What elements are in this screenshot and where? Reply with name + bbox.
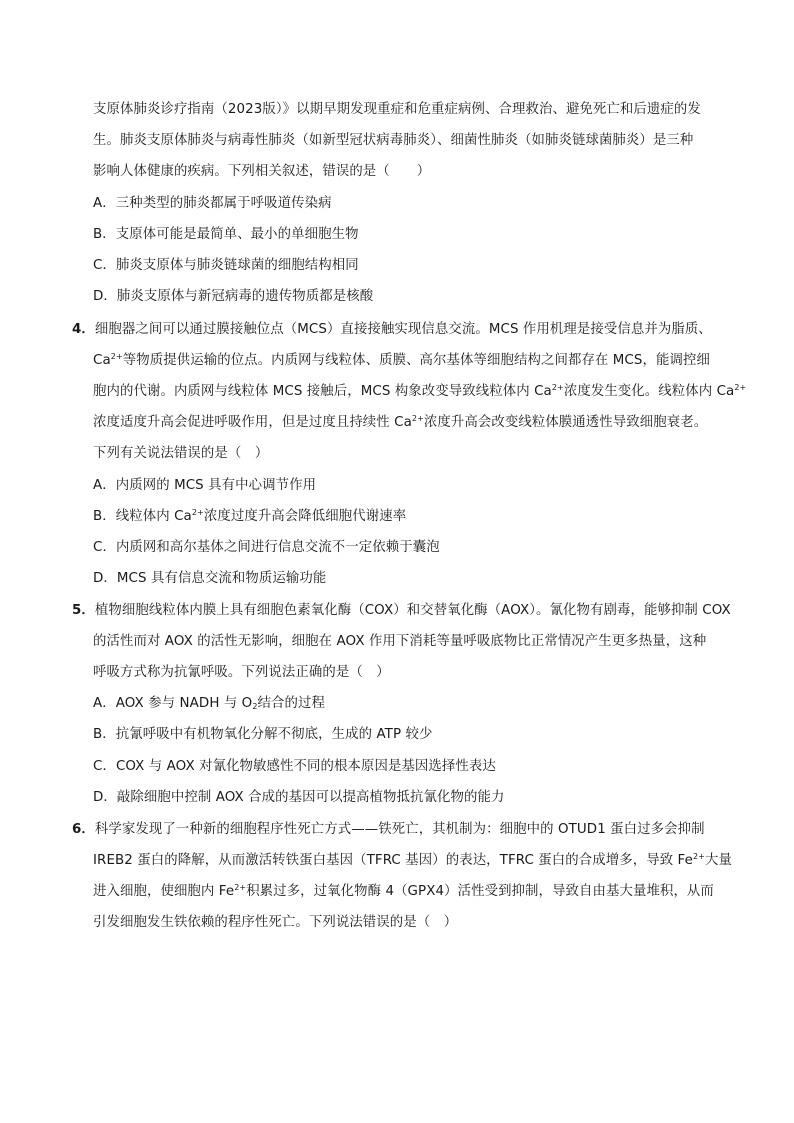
intro-line-3: 影响人体健康的疾病。下列相关叙述，错误的是（ ） [93, 164, 431, 179]
q5-option-b: B．抗氰呼吸中有机物氧化分解不彻底，生成的 ATP 较少 [93, 727, 433, 742]
q4-option-c: C．内质网和高尔基体之间进行信息交流不一定依赖于囊泡 [93, 540, 440, 555]
q5-stem-line-3: 呼吸方式称为抗氰呼吸。下列说法正确的是（ ） [93, 665, 390, 680]
q5-option-d: D．敲除细胞中控制 AOX 合成的基因可以提高植物抵抗氰化物的能力 [93, 790, 505, 805]
intro-option-b: B．支原体可能是最简单、最小的单细胞生物 [93, 227, 359, 242]
q4-option-a: A．内质网的 MCS 具有中心调节作用 [93, 478, 317, 493]
q4-stem-line-4: 浓度适度升高会促进呼吸作用，但是过度且持续性 $Ca^{2+}$浓度升高会改变线粒体膜通透性导致细胞衰老。 [93, 414, 708, 430]
intro-option-c: C．肺炎支原体与肺炎链球菌的细胞结构相同 [93, 258, 359, 273]
intro-option-a: A．三种类型的肺炎都属于呼吸道传染病 [93, 196, 332, 211]
q4-stem-line-2: $Ca^{2+}$等物质提供运输的位点。内质网与线粒体、质膜、高尔基体等细胞结构之间都存在 MCS，能调控细 [93, 352, 710, 368]
q4-option-b: B．线粒体内 $Ca^{2+}$浓度过度升高会降低细胞代谢速率 [93, 508, 407, 524]
q6-stem-line-3: 进入细胞，使细胞内 $Fe^{2+}$积累过多，过氧化物酶 4（GPX4）活性受到抑制，导致自由基大量堆积，从而 [93, 883, 714, 899]
q6-stem-line-2: IREB2 蛋白的降解，从而激活转铁蛋白基因（TFRC 基因）的表达，TFRC 蛋白的合成增多，导致 $Fe^{2+}$大量 [93, 852, 732, 868]
q5-option-a: A．AOX 参与 NADH 与 $O_2$结合的过程 [93, 696, 325, 711]
q5-number: 5． [72, 603, 95, 618]
q6-stem-line-1: 6．科学家发现了一种新的细胞程序性死亡方式——铁死亡，其机制为：细胞中的 OTUD1 蛋白过多会抑制 [72, 822, 705, 837]
intro-line-2: 生。肺炎支原体肺炎与病毒性肺炎（如新型冠状病毒肺炎）、细菌性肺炎（如肺炎链球菌肺炎）是三种 [93, 133, 694, 148]
q6-number: 6． [72, 822, 95, 837]
q4-number: 4． [72, 322, 95, 337]
q5-option-c: C．COX 与 AOX 对氰化物敏感性不同的根本原因是基因选择性表达 [93, 759, 496, 774]
q4-stem-line-5: 下列有关说法错误的是（ ） [93, 446, 269, 461]
q6-stem-line-4: 引发细胞发生铁依赖的程序性死亡。下列说法错误的是（ ） [93, 915, 458, 930]
q4-stem-line-1: 4．细胞器之间可以通过膜接触位点（MCS）直接接触实现信息交流。MCS 作用机理是接受信息并为脂质、 [72, 322, 712, 337]
q4-stem-line-3: 胞内的代谢。内质网与线粒体 MCS 接触后，MCS 构象改变导致线粒体内 $Ca^{2+}$浓度发生变化。线粒体内 $Ca^{2+}$ [93, 383, 747, 399]
q5-stem-line-2: 的活性而对 AOX 的活性无影响，细胞在 AOX 作用下消耗等量呼吸底物比正常情况产生更多热量，这种 [93, 634, 707, 649]
intro-line-1: 支原体肺炎诊疗指南（2023版）》以期早期发现重症和危重症病例、合理救治、避免死亡和后遗症的发 [93, 102, 701, 117]
q4-option-d: D．MCS 具有信息交流和物质运输功能 [93, 571, 327, 586]
q5-stem-line-1: 5．植物细胞线粒体内膜上具有细胞色素氧化酶（COX）和交替氧化酶（AOX）。氰化物有剧毒，能够抑制 COX [72, 603, 731, 618]
intro-option-d: D．肺炎支原体与新冠病毒的遗传物质都是核酸 [93, 289, 374, 304]
